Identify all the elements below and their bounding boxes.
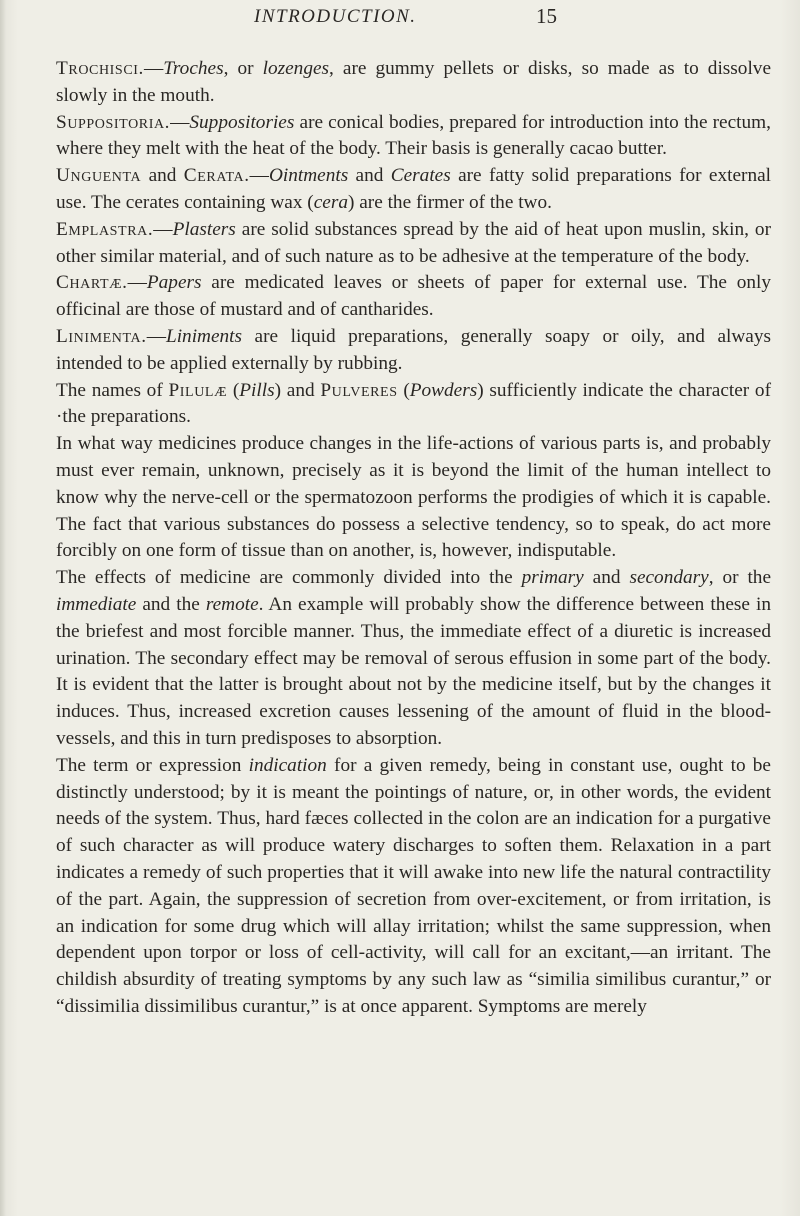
text-run: , or (223, 58, 263, 79)
italic-run: remote (205, 593, 259, 615)
entry-term: Emplastra. (56, 218, 154, 240)
text-run: are fatty solid preparations for external use. The cerates containing wax ( (56, 165, 772, 213)
text-run: Pilulæ (168, 379, 228, 401)
italic-run: Papers (146, 272, 202, 294)
text-run: . An example will probably show the difference between these in the briefest and most forcible manner. Thus, the immediate effect of a diuretic is increased urination. The secondary effect may be removal of serous effusion in some part of the body. It is evident that the latter is brought about not by the medicine itself, but by the changes it induces. Thus, increased excretion causes lessening of the amount of fluid in the blood-vessels, and this in turn predisposes to absorption. (56, 593, 771, 749)
italic-run: Suppositories (189, 111, 295, 133)
text-run: — (249, 165, 269, 187)
running-title: INTRODUCTION. (254, 6, 417, 27)
paragraph (56, 270, 771, 324)
entry-term: Suppositoria. (56, 111, 171, 133)
paragraph (56, 324, 771, 378)
text-run: ( (227, 379, 240, 401)
paragraph (56, 163, 771, 217)
italic-run: primary (521, 567, 584, 589)
italic-run: Liniments (165, 325, 243, 347)
text-run: for a given remedy, being in constant use, ought to be distinctly understood; by it is meant the pointings of nature, or, in other words, the evident needs of the system. Thus, hard fæces collected in the colon are an indication for a purgative of such character as will produce watery discharges to soften them. Relaxation in a part indicates a remedy of such properties that it will awake into new life the natural contractility of the part. Again, the suppression of secretion from over-excitement, or from irritation, is an indication for some drug which will allay irritation; whilst the same suppression, when dependent upon torpor or loss of cell-activity, will call for an excitant,—an irritant. The childish absurdity of treating symptoms by any such law as “similia similibus curantur,” or “dissimilia dissimilibus curantur,” is at once apparent. Symptoms are merely (56, 754, 771, 1017)
text-run: ) sufficiently indicate the character of ·the preparations. (56, 379, 771, 428)
text-run: The names of (56, 379, 169, 401)
paragraph (56, 431, 771, 565)
text-run: Cerata. (183, 165, 250, 187)
italic-run: Cerates (390, 165, 451, 187)
italic-run: Powders (409, 379, 478, 401)
page-number: 15 (536, 4, 557, 28)
text-run: Pulveres (320, 379, 398, 401)
text-run: and (141, 165, 184, 187)
text-run: , or the (708, 567, 772, 589)
italic-run: Pills (239, 379, 275, 401)
entry-term: Linimenta. (56, 325, 147, 347)
body-text (56, 56, 771, 1021)
italic-run: Ointments (268, 165, 349, 187)
paragraph (56, 378, 771, 432)
entry-term: Chartæ. (56, 272, 128, 294)
paragraph (56, 217, 771, 271)
text-run: and the (136, 593, 206, 615)
text-run: — (143, 58, 164, 79)
paragraph (56, 565, 771, 753)
text-run: — (153, 218, 173, 240)
italic-run: indication (248, 754, 327, 776)
page-edge-shadow (0, 0, 6, 1216)
italic-run: secondary (629, 567, 709, 589)
paragraph (56, 110, 771, 164)
italic-run: lozenges (262, 58, 330, 79)
entry-term: Unguenta (56, 165, 142, 187)
text-run: are liquid preparations, generally soapy or oily, and always intended to be applied externally by rubbing. (56, 325, 771, 374)
italic-run: immediate (56, 593, 137, 615)
text-run: The term or expression (56, 754, 249, 776)
italic-run: Troches (163, 58, 224, 79)
text-run: — (170, 111, 190, 133)
text-run: are solid substances spread by the aid of heat upon muslin, skin, or other similar material, and of such nature as to be adhesive at the temperature of the body. (56, 218, 771, 267)
italic-run: cera (313, 191, 348, 213)
italic-run: Plasters (172, 218, 236, 240)
text-run: , are gummy pellets or disks, so made as to dissolve slowly in the mouth. (56, 58, 771, 106)
text-run: are conical bodies, prepared for introduction into the rectum, where they melt with the heat of the body. Their basis is generally cacao butter. (56, 111, 771, 160)
text-run: In what way medicines produce changes in the life-actions of various parts is, and probably must ever remain, unknown, precisely as it is beyond the limit of the human intellect to know why the nerve-cell or the spermatozoon performs the prodigies of which it is capable. The fact that various substances do possess a selective tendency, so to speak, do act more forcibly on one form of tissue than on another, is, however, indisputable. (56, 433, 771, 562)
running-head (0, 2, 800, 32)
text-run: and (348, 165, 391, 187)
text-run: ) are the firmer of the two. (347, 191, 552, 213)
entry-term: Trochisci. (56, 58, 144, 79)
text-run: — (146, 325, 166, 347)
text-run: ) and (274, 379, 321, 401)
text-run: ( (397, 379, 410, 401)
paragraph (56, 753, 771, 1021)
paragraph (56, 56, 771, 110)
text-run: and (583, 567, 630, 589)
text-run: are medicated leaves or sheets of paper for external use. The only officinal are those of mustard and of cantharides. (56, 272, 771, 321)
text-run: — (127, 272, 147, 294)
text-run: The effects of medicine are commonly divided into the (56, 567, 522, 589)
